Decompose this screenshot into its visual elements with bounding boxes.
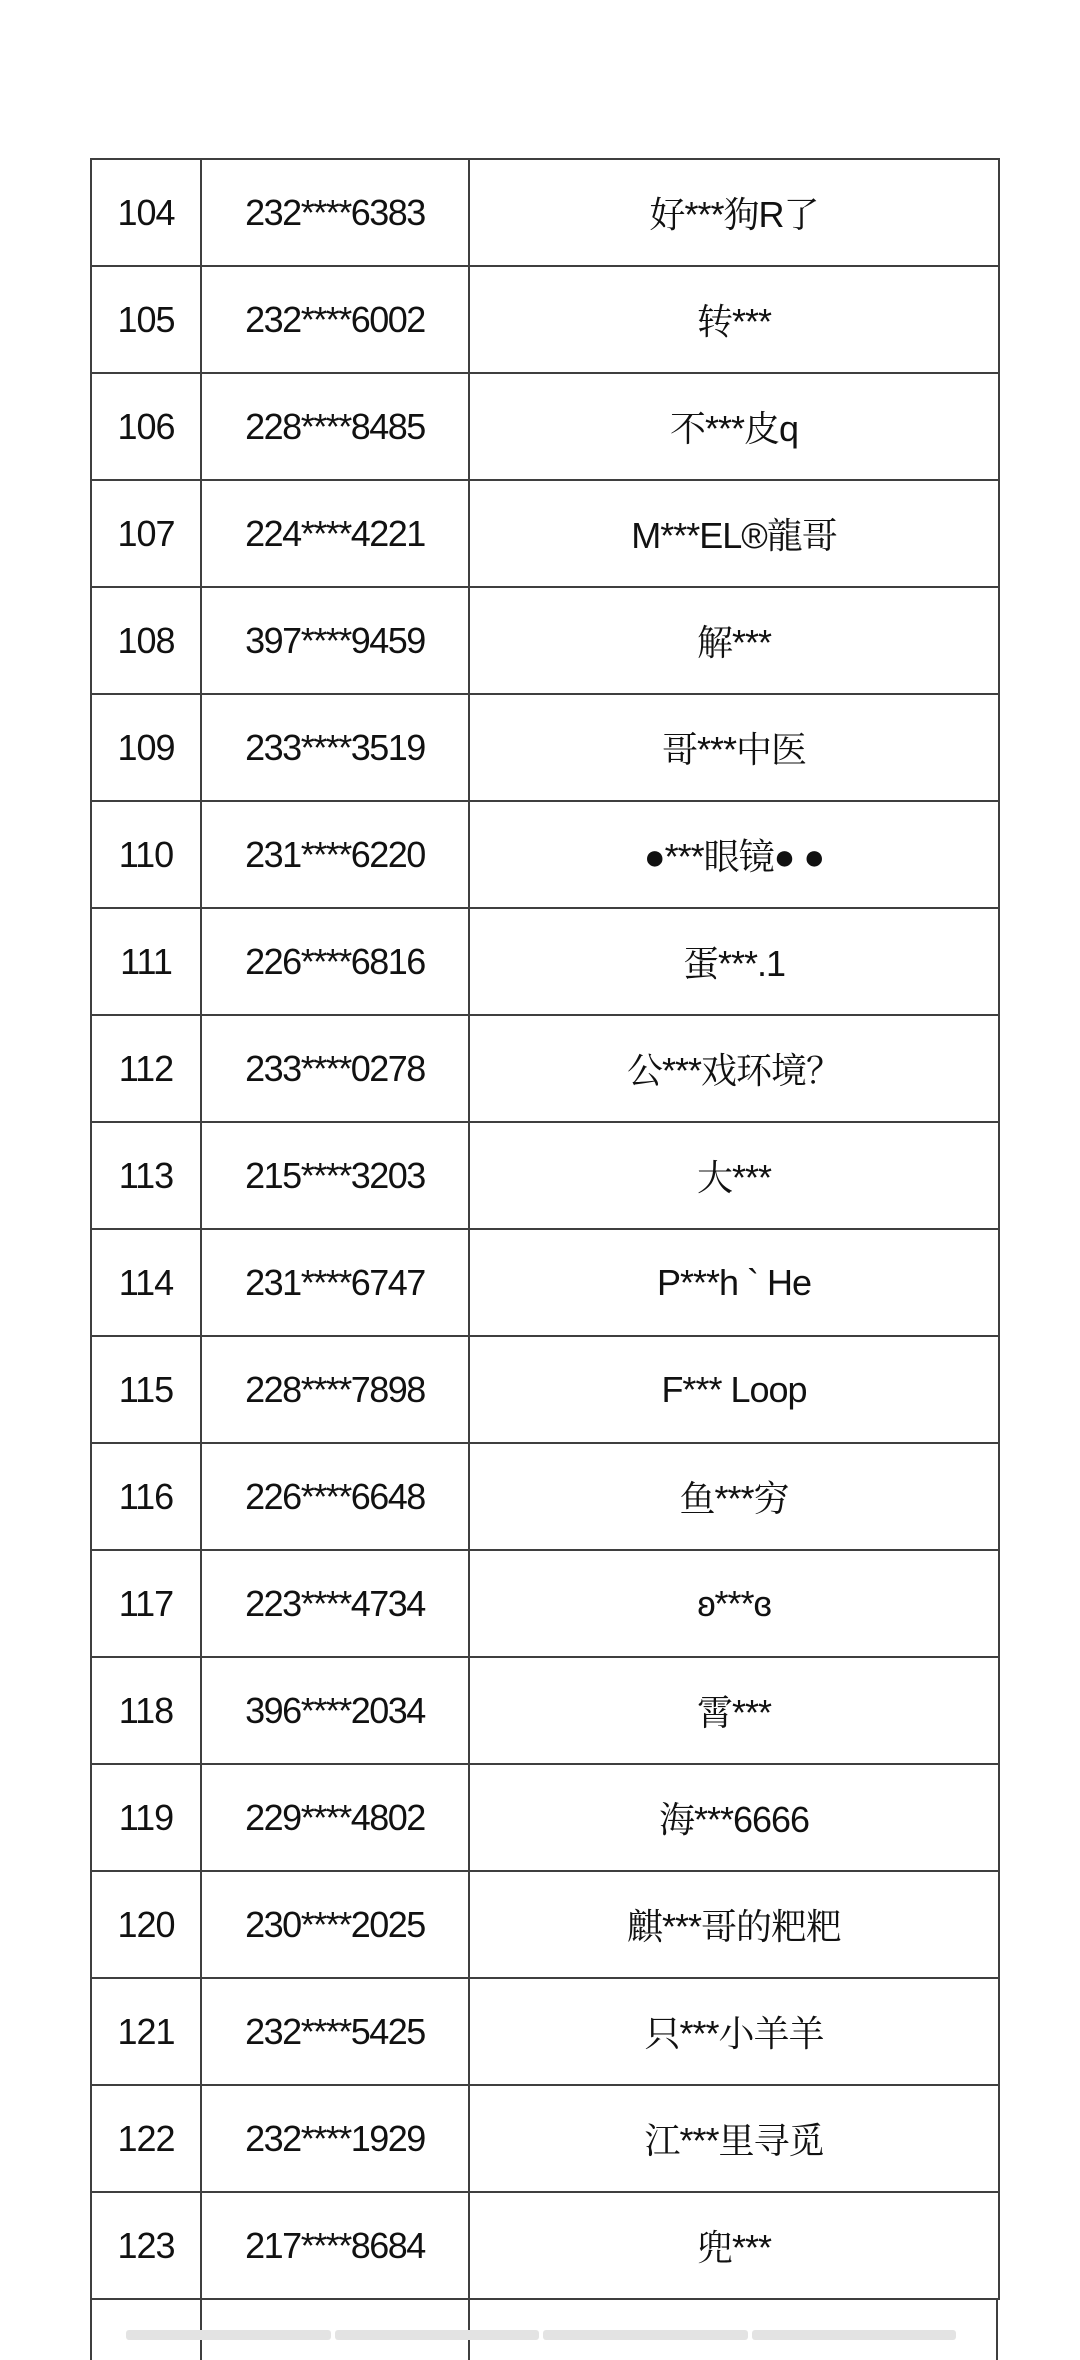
name-cell: 麒***哥的粑粑 — [469, 1871, 999, 1978]
rank-cell: 118 — [91, 1657, 201, 1764]
table-row — [91, 587, 999, 694]
id-cell: 229****4802 — [201, 1764, 469, 1871]
table-row — [91, 159, 999, 266]
id-cell: 224****4221 — [201, 480, 469, 587]
name-cell: ʚ***ɞ — [469, 1550, 999, 1657]
rank-cell: 112 — [91, 1015, 201, 1122]
table-row — [91, 1550, 999, 1657]
table-row — [91, 1657, 999, 1764]
name-cell: 哥***中医 — [469, 694, 999, 801]
id-cell: 233****0278 — [201, 1015, 469, 1122]
table-row — [91, 1122, 999, 1229]
winners-table-container[interactable] — [90, 158, 998, 2300]
rank-cell: 108 — [91, 587, 201, 694]
name-cell: 转*** — [469, 266, 999, 373]
table-row — [91, 1336, 999, 1443]
name-cell: 只***小羊羊 — [469, 1978, 999, 2085]
name-cell: 不***皮q — [469, 373, 999, 480]
rank-cell: 122 — [91, 2085, 201, 2192]
table-row — [91, 1015, 999, 1122]
name-cell: 蛋***.1 — [469, 908, 999, 1015]
table-row — [91, 373, 999, 480]
id-cell: 228****7898 — [201, 1336, 469, 1443]
name-cell: 公***戏环境？ — [469, 1015, 999, 1122]
horizontal-scrollbar[interactable] — [126, 2330, 956, 2340]
table-row — [91, 1229, 999, 1336]
rank-cell: 113 — [91, 1122, 201, 1229]
name-cell: 大*** — [469, 1122, 999, 1229]
name-cell: 好***狗R了 — [469, 159, 999, 266]
id-cell: 215****3203 — [201, 1122, 469, 1229]
id-cell: 230****2025 — [201, 1871, 469, 1978]
table-row — [91, 266, 999, 373]
name-cell: 解*** — [469, 587, 999, 694]
id-cell: 217****8684 — [201, 2192, 469, 2299]
table-row — [91, 1443, 999, 1550]
rank-cell: 116 — [91, 1443, 201, 1550]
rank-cell: 121 — [91, 1978, 201, 2085]
id-cell: 226****6816 — [201, 908, 469, 1015]
scrollbar-segment[interactable] — [543, 2330, 748, 2340]
id-cell: 231****6747 — [201, 1229, 469, 1336]
rank-cell: 114 — [91, 1229, 201, 1336]
table-row — [91, 2085, 999, 2192]
rank-cell: 105 — [91, 266, 201, 373]
name-cell: 霄*** — [469, 1657, 999, 1764]
table-row — [91, 801, 999, 908]
scrollbar-segment[interactable] — [335, 2330, 540, 2340]
name-cell: M***EL®龍哥 — [469, 480, 999, 587]
id-cell: 232****5425 — [201, 1978, 469, 2085]
id-cell: 228****8485 — [201, 373, 469, 480]
id-cell: 232****6383 — [201, 159, 469, 266]
rank-cell: 110 — [91, 801, 201, 908]
id-cell: 232****1929 — [201, 2085, 469, 2192]
name-cell: 海***6666 — [469, 1764, 999, 1871]
winners-table — [90, 158, 1000, 2300]
id-cell: 232****6002 — [201, 266, 469, 373]
rank-cell: 111 — [91, 908, 201, 1015]
id-cell: 233****3519 — [201, 694, 469, 801]
rank-cell: 106 — [91, 373, 201, 480]
name-cell: ●***眼镜● ● — [469, 801, 999, 908]
rank-cell: 115 — [91, 1336, 201, 1443]
table-row — [91, 694, 999, 801]
id-cell: 223****4734 — [201, 1550, 469, 1657]
name-cell: F*** Loop — [469, 1336, 999, 1443]
scrollbar-segment[interactable] — [126, 2330, 331, 2340]
rank-cell: 107 — [91, 480, 201, 587]
table-row — [91, 1764, 999, 1871]
rank-cell: 120 — [91, 1871, 201, 1978]
rank-cell: 104 — [91, 159, 201, 266]
table-row — [91, 1871, 999, 1978]
name-cell: 江***里寻觅 — [469, 2085, 999, 2192]
id-cell: 396****2034 — [201, 1657, 469, 1764]
id-cell: 397****9459 — [201, 587, 469, 694]
scrollbar-segment[interactable] — [752, 2330, 957, 2340]
rank-cell: 123 — [91, 2192, 201, 2299]
id-cell: 231****6220 — [201, 801, 469, 908]
table-row — [91, 908, 999, 1015]
id-cell: 226****6648 — [201, 1443, 469, 1550]
rank-cell: 117 — [91, 1550, 201, 1657]
rank-cell: 109 — [91, 694, 201, 801]
table-row — [91, 480, 999, 587]
name-cell: 兜*** — [469, 2192, 999, 2299]
name-cell: P***h ` He — [469, 1229, 999, 1336]
table-row — [91, 1978, 999, 2085]
rank-cell: 119 — [91, 1764, 201, 1871]
name-cell: 鱼***穷 — [469, 1443, 999, 1550]
table-row — [91, 2192, 999, 2299]
